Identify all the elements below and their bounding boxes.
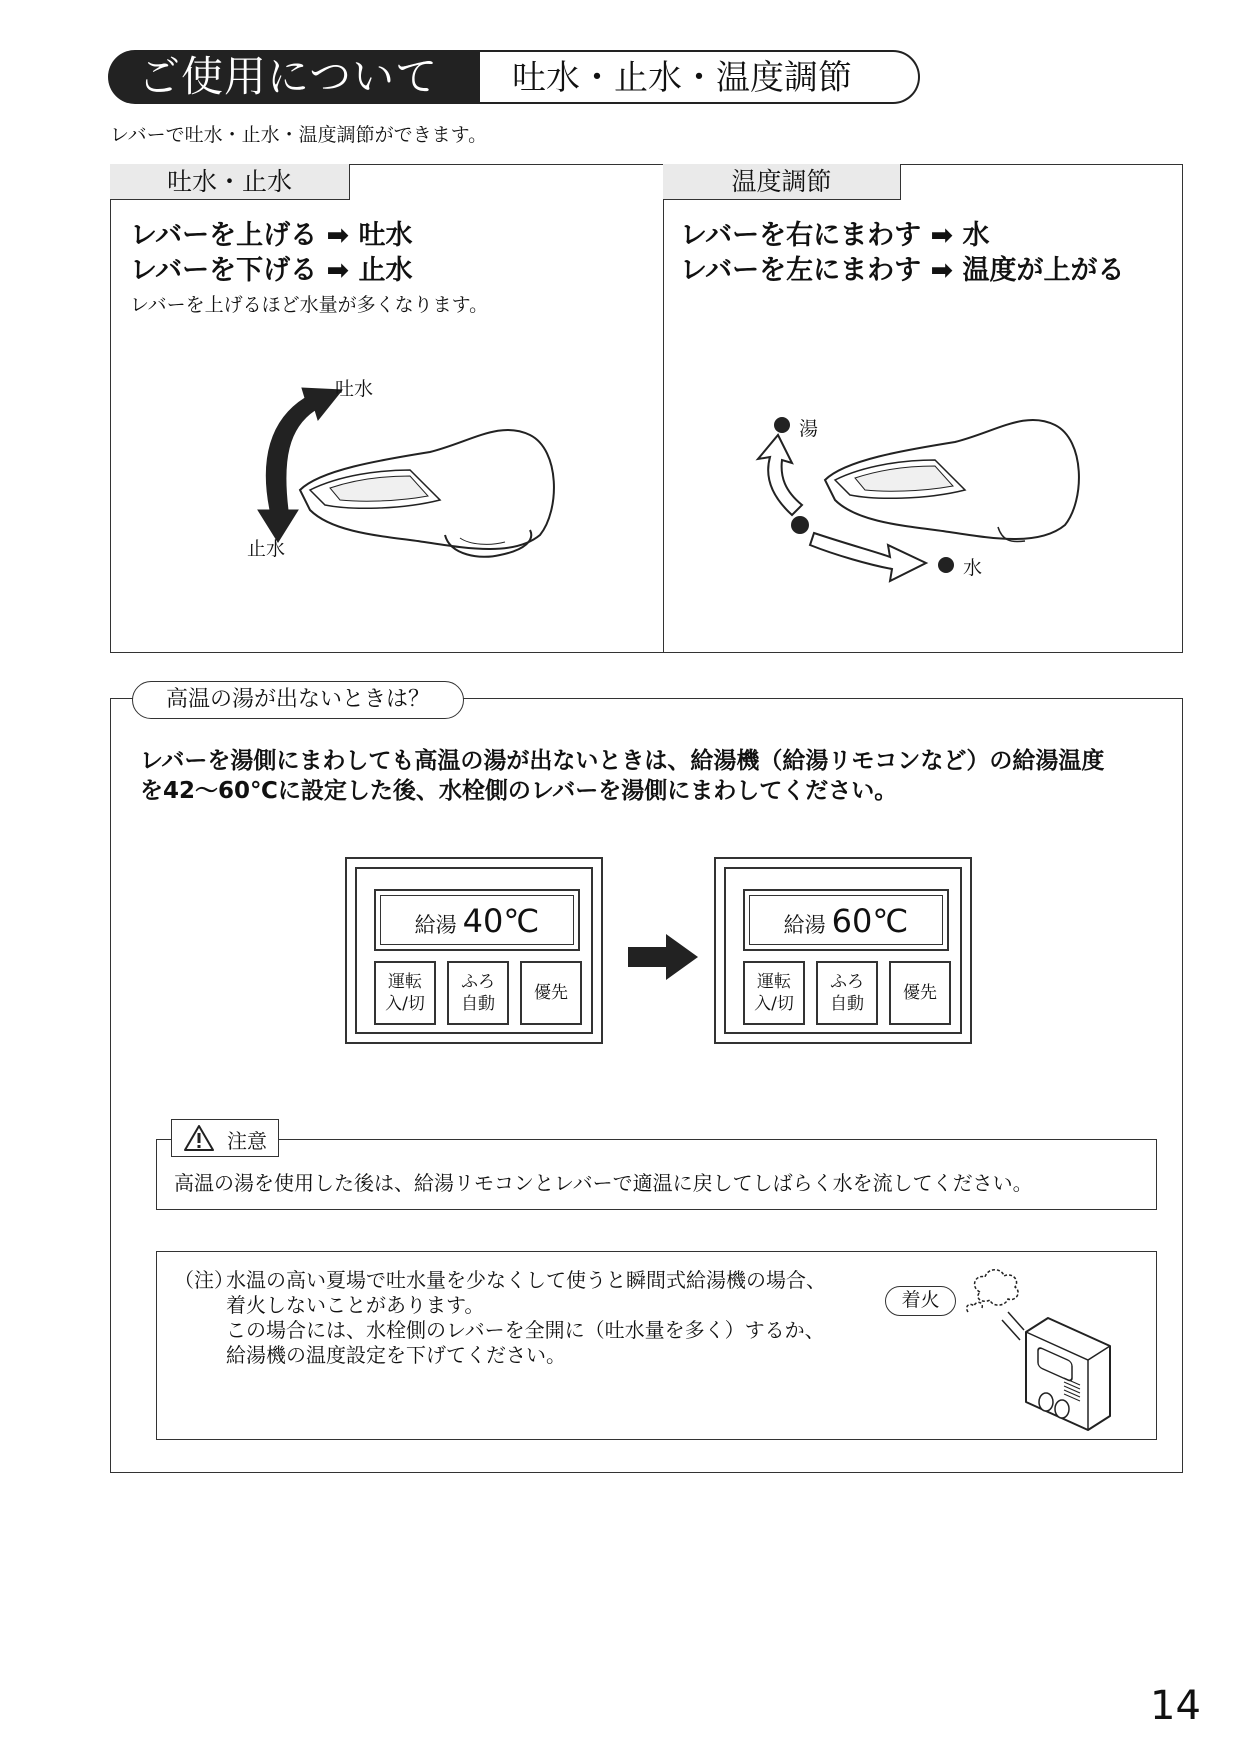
display-label: 給湯 [783,913,826,937]
power-button: 運転 入/切 [743,961,805,1025]
display-label: 給湯 [414,913,457,937]
right-arrow-icon [628,934,698,980]
note-prefix: （注） [174,1268,234,1292]
flow-volume-note: レバーを上げるほど水量が多くなります。 [130,294,489,316]
note-line4: 給湯機の温度設定を下げてください。 [226,1343,566,1367]
remote-display [743,889,949,951]
bath-auto-button: ふろ 自動 [447,961,509,1025]
label-hot: 湯 [799,418,819,440]
ignite-label: 着火 [885,1286,956,1316]
priority-button: 優先 [889,961,951,1025]
label-stop: 止水 [247,538,286,560]
power-button: 運転 入/切 [374,961,436,1025]
bath-auto-button: ふろ 自動 [816,961,878,1025]
smoke-icon [967,1270,1018,1312]
water-heater-illustration [960,1262,1120,1432]
lever-up-instruction: レバーを上げる ➡ 吐水 [130,220,413,251]
warning-triangle-icon [183,1124,215,1152]
page-subtitle: 吐水・止水・温度調節 [512,58,852,98]
note-line1: 水温の高い夏場で吐水量を少なくして使うと瞬間式給湯機の場合、 [226,1268,826,1292]
display-temp: 60℃ [831,902,909,940]
section-tab: 高温の湯が出ないときは？ [132,681,464,719]
panel-divider [663,164,664,653]
intro-text: レバーで吐水・止水・温度調節ができます。 [110,124,488,146]
remote-panel-before [345,857,603,1044]
lever-right-instruction: レバーを右にまわす ➡ 水 [680,220,990,251]
tab-temperature: 温度調節 [663,164,901,200]
curved-arrow-icon [758,435,802,515]
hot-water-paragraph-line2: を42～60℃に設定した後、水栓側のレバーを湯側にまわしてください。 [140,778,898,804]
faucet-rotate-illustration [740,405,1120,590]
display-temp: 40℃ [462,902,540,940]
page-number: 14 [1150,1683,1201,1729]
hot-water-paragraph-line1: レバーを湯側にまわしても高温の湯が出ないときは、給湯機（給湯リモコンなど）の給湯温度 [140,748,1105,774]
water-heater-icon [1026,1318,1110,1430]
priority-button: 優先 [520,961,582,1025]
remote-display [374,889,580,951]
remote-panel-after [714,857,972,1044]
label-cold: 水 [963,557,983,579]
label-discharge: 吐水 [335,378,374,400]
lever-left-instruction: レバーを左にまわす ➡ 温度が上がる [680,255,1125,286]
caution-label: 注意 [227,1129,267,1153]
note-line2: 着火しないことがあります。 [226,1293,485,1317]
page-title: ご使用について [138,52,439,101]
lever-down-instruction: レバーを下げる ➡ 止水 [130,255,413,286]
note-line3: この場合には、水栓側のレバーを全開に（吐水量を多く）するか、 [226,1318,825,1342]
tab-discharge-stop: 吐水・止水 [110,164,350,200]
caution-text: 高温の湯を使用した後は、給湯リモコンとレバーで適温に戻してしばらく水を流してください。 [174,1171,1033,1195]
